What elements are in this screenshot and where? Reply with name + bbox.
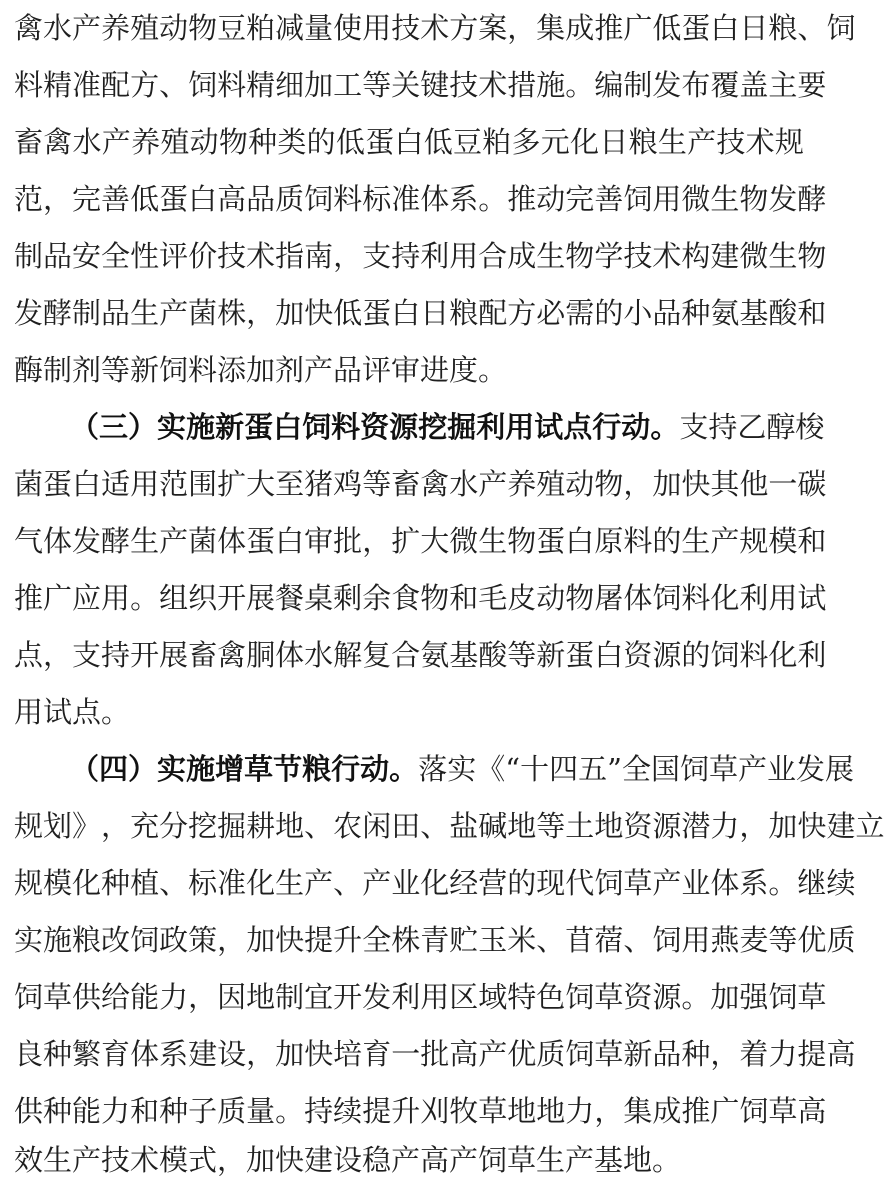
body-text-line: 料 精 准 配 方 、 饲 料 精 细 加 工 等 关 键 技 术 措 施 。 编 制 发 布 覆 盖 主 要 (14, 68, 827, 102)
body-text-line: 发 酵 制 品 生 产 菌 株 ， 加 快 低 蛋 白 日 粮 配 方 必 需 的 小 品 种 氨 基 酸 和 (14, 296, 827, 330)
body-text-line: 酶制剂等新饲料添加剂产品评审进度。 (14, 353, 508, 387)
body-text-line: 良 种 繁 育 体 系 建 设 ， 加 快 培 育 一 批 高 产 优 质 饲 草 新 品 种 ， 着 力 提 高 (14, 1037, 856, 1071)
body-text-line: 用试点。 (14, 695, 131, 729)
body-text-line: 供 种 能 力 和 种 子 质 量 。 持 续 提 升 刈 牧 草 地 地 力 ， 集 成 推 广 饲 草 高 (14, 1094, 827, 1128)
body-text-line: 范 ， 完 善 低 蛋 白 高 品 质 饲 料 标 准 体 系 。 推 动 完 善 饲 用 微 生 物 发 酵 (14, 182, 827, 216)
body-text-line: 推 广 应 用 。 组 织 开 展 餐 桌 剩 余 食 物 和 毛 皮 动 物 屠 体 饲 料 化 利 用 试 (14, 581, 827, 615)
body-text-line: 规 模 化 种 植 、 标 准 化 生 产 、 产 业 化 经 营 的 现 代 饲 草 产 业 体 系 。 继 续 (14, 866, 856, 900)
body-text-line: 禽 水 产 养 殖 动 物 豆 粕 减 量 使 用 技 术 方 案 ， 集 成 推 广 低 蛋 白 日 粮 、 饲 (14, 11, 856, 45)
body-text-line: 制 品 安 全 性 评 价 技 术 指 南 ， 支 持 利 用 合 成 生 物 学 技 术 构 建 微 生 物 (14, 239, 827, 273)
body-text-line: 效生产技术模式，加快建设稳产高产饲草生产基地。 (14, 1143, 682, 1177)
section-heading-line: （ 四 ） 实 施 增 草 节 粮 行 动 。 落 实 《 “ 十 四 五 ” 全 国 饲 草 产 业 发 展 (70, 752, 855, 786)
body-text-line: 规 划 》 ， 充 分 挖 掘 耕 地 、 农 闲 田 、 盐 碱 地 等 土 地 资 源 潜 力 ， 加 快 建 立 (14, 809, 884, 843)
body-text-line: 菌 蛋 白 适 用 范 围 扩 大 至 猪 鸡 等 畜 禽 水 产 养 殖 动 物 ， 加 快 其 他 一 碳 (14, 467, 827, 501)
body-text-line: 实 施 粮 改 饲 政 策 ， 加 快 提 升 全 株 青 贮 玉 米 、 苜 蓿 、 饲 用 燕 麦 等 优 质 (14, 923, 856, 957)
body-text-line: 点 ， 支 持 开 展 畜 禽 胴 体 水 解 复 合 氨 基 酸 等 新 蛋 白 资 源 的 饲 料 化 利 (14, 638, 827, 672)
body-text-line: 畜 禽 水 产 养 殖 动 物 种 类 的 低 蛋 白 低 豆 粕 多 元 化 日 粮 生 产 技 术 规 (14, 125, 804, 159)
body-text-line: 饲 草 供 给 能 力 ， 因 地 制 宜 开 发 利 用 区 域 特 色 饲 草 资 源 。 加 强 饲 草 (14, 980, 827, 1014)
body-text-line: 气 体 发 酵 生 产 菌 体 蛋 白 审 批 ， 扩 大 微 生 物 蛋 白 原 料 的 生 产 规 模 和 (14, 524, 827, 558)
section-heading-line: （ 三 ） 实 施 新 蛋 白 饲 料 资 源 挖 掘 利 用 试 点 行 动 。 支 持 乙 醇 梭 (70, 410, 825, 444)
